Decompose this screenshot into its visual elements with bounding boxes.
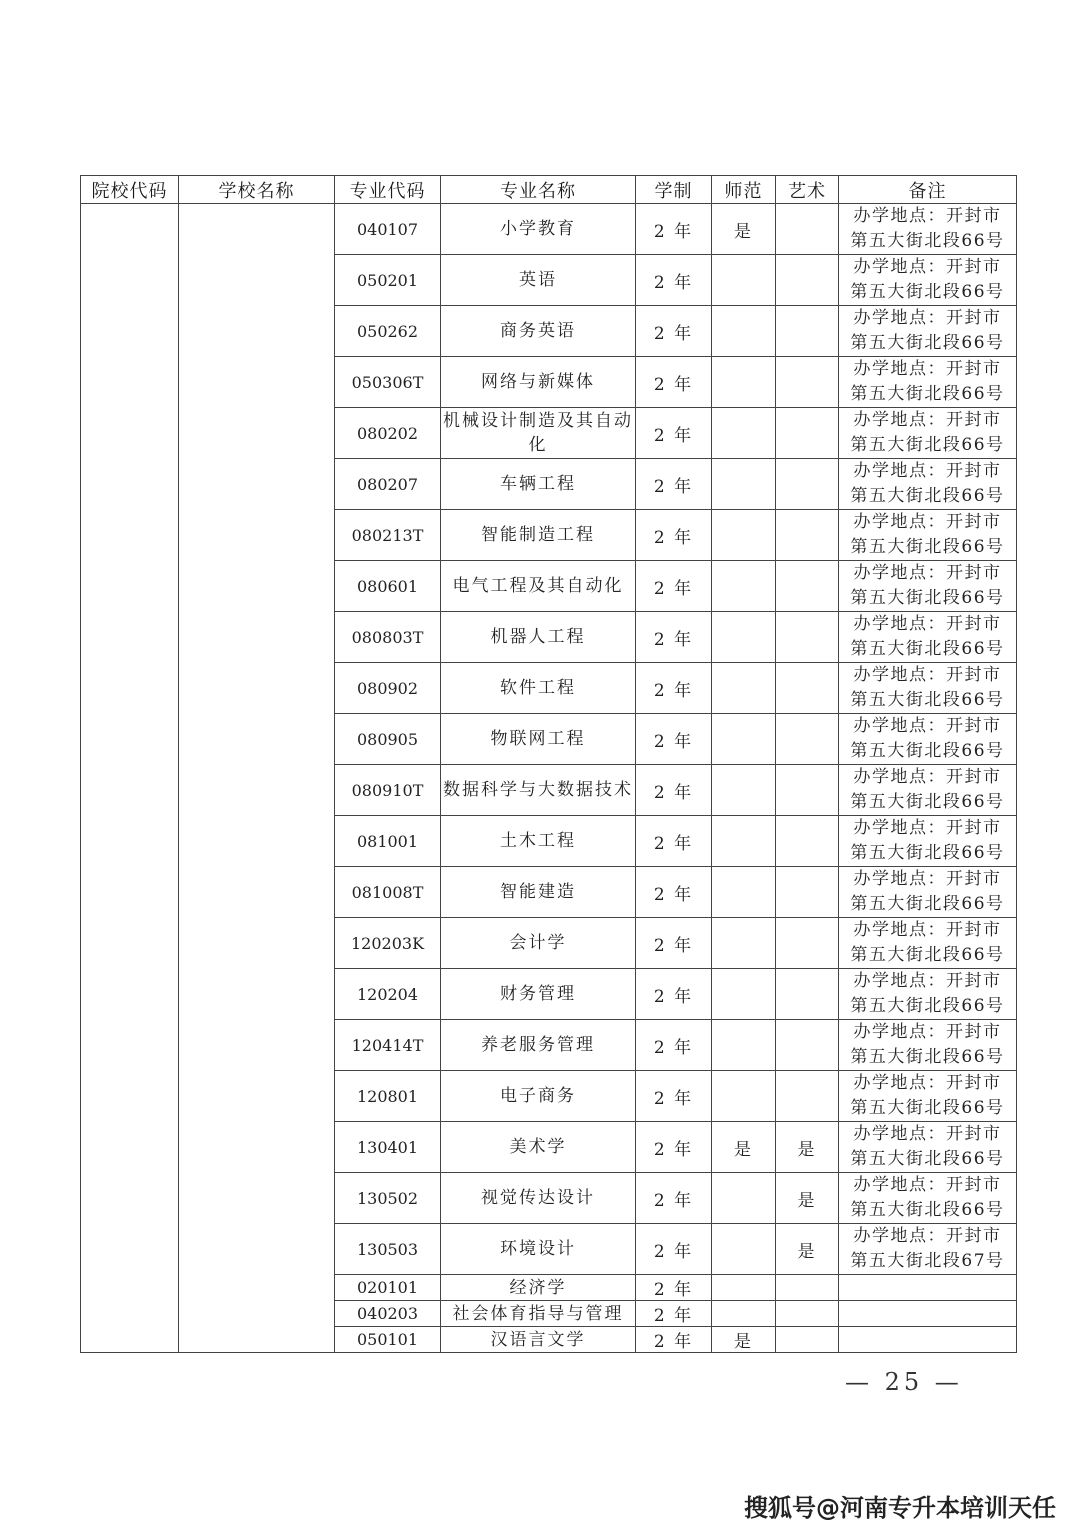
- note-cell: [839, 1122, 1017, 1173]
- art-flag-cell: [776, 918, 839, 969]
- normal-flag-cell: [712, 1020, 776, 1071]
- duration-cell: 2 年: [636, 1327, 712, 1353]
- note-cell: [839, 663, 1017, 714]
- major-code-cell: 120204: [335, 969, 441, 1020]
- note-line: 办学地点：开封市: [853, 767, 1002, 787]
- art-flag-cell: [776, 969, 839, 1020]
- header-duration: 学制: [636, 176, 712, 204]
- note-cell: [839, 1275, 1017, 1301]
- note-line: 第五大街北段66号: [850, 588, 1005, 608]
- duration-cell: 2 年: [636, 1122, 712, 1173]
- normal-flag-cell: [712, 918, 776, 969]
- note-line: 第五大街北段66号: [850, 1047, 1005, 1067]
- note-line: 办学地点：开封市: [853, 1175, 1002, 1195]
- note-line: 办学地点：开封市: [853, 869, 1002, 889]
- major-code-cell: 120414T: [335, 1020, 441, 1071]
- note-line: 办学地点：开封市: [853, 614, 1002, 634]
- note-line: 办学地点：开封市: [853, 1124, 1002, 1144]
- duration-cell: 2 年: [636, 1224, 712, 1275]
- note-cell: [839, 204, 1017, 255]
- note-line: 办学地点：开封市: [853, 206, 1002, 226]
- note-cell: [839, 357, 1017, 408]
- normal-flag-cell: [712, 357, 776, 408]
- art-flag-cell: [776, 1327, 839, 1353]
- major-code-cell: 020101: [335, 1275, 441, 1301]
- note-line: 第五大街北段66号: [850, 486, 1005, 506]
- duration-cell: 2 年: [636, 408, 712, 459]
- major-code-cell: 130502: [335, 1173, 441, 1224]
- art-flag-cell: [776, 357, 839, 408]
- art-flag-cell: [776, 765, 839, 816]
- note-line: 办学地点：开封市: [853, 410, 1002, 430]
- normal-flag-cell: [712, 459, 776, 510]
- normal-flag-cell: [712, 306, 776, 357]
- note-line: 办学地点：开封市: [853, 818, 1002, 838]
- major-code-cell: 050201: [335, 255, 441, 306]
- major-code-cell: 080202: [335, 408, 441, 459]
- normal-flag-cell: [712, 663, 776, 714]
- note-cell: [839, 1020, 1017, 1071]
- major-name-cell: 小学教育: [441, 204, 636, 255]
- note-cell: [839, 561, 1017, 612]
- major-code-cell: 080207: [335, 459, 441, 510]
- major-code-cell: 120203K: [335, 918, 441, 969]
- major-code-cell: 130401: [335, 1122, 441, 1173]
- school-name-cell: [179, 204, 335, 1353]
- header-school-code: 院校代码: [81, 176, 179, 204]
- major-name-cell: 数据科学与大数据技术: [441, 765, 636, 816]
- major-name-cell: 社会体育指导与管理: [441, 1301, 636, 1327]
- major-name-cell: 环境设计: [441, 1224, 636, 1275]
- duration-cell: 2 年: [636, 612, 712, 663]
- note-cell: [839, 969, 1017, 1020]
- major-code-cell: 080213T: [335, 510, 441, 561]
- major-code-cell: 080910T: [335, 765, 441, 816]
- major-name-cell: 机器人工程: [441, 612, 636, 663]
- major-name-cell: 美术学: [441, 1122, 636, 1173]
- note-line: 办学地点：开封市: [853, 665, 1002, 685]
- note-cell: [839, 867, 1017, 918]
- note-line: 第五大街北段66号: [850, 843, 1005, 863]
- note-line: 办学地点：开封市: [853, 716, 1002, 736]
- duration-cell: 2 年: [636, 663, 712, 714]
- header-note: 备注: [839, 176, 1017, 204]
- note-line: 办学地点：开封市: [853, 920, 1002, 940]
- art-flag-cell: [776, 612, 839, 663]
- normal-flag-cell: [712, 816, 776, 867]
- note-line: 第五大街北段66号: [850, 1149, 1005, 1169]
- note-cell: [839, 1173, 1017, 1224]
- duration-cell: 2 年: [636, 510, 712, 561]
- note-line: 办学地点：开封市: [853, 563, 1002, 583]
- note-cell: [839, 408, 1017, 459]
- note-line: 办学地点：开封市: [853, 257, 1002, 277]
- major-code-cell: 080803T: [335, 612, 441, 663]
- note-cell: [839, 714, 1017, 765]
- duration-cell: 2 年: [636, 255, 712, 306]
- art-flag-cell: 是: [776, 1122, 839, 1173]
- duration-cell: 2 年: [636, 459, 712, 510]
- note-line: 第五大街北段66号: [850, 996, 1005, 1016]
- note-line: 第五大街北段66号: [850, 333, 1005, 353]
- note-line: 第五大街北段66号: [850, 690, 1005, 710]
- normal-flag-cell: [712, 1071, 776, 1122]
- duration-cell: 2 年: [636, 1173, 712, 1224]
- major-code-cell: 120801: [335, 1071, 441, 1122]
- note-line: 第五大街北段66号: [850, 282, 1005, 302]
- header-art: 艺术: [776, 176, 839, 204]
- duration-cell: 2 年: [636, 204, 712, 255]
- normal-flag-cell: [712, 510, 776, 561]
- header-major-name: 专业名称: [441, 176, 636, 204]
- note-cell: [839, 1224, 1017, 1275]
- note-line: 办学地点：开封市: [853, 1073, 1002, 1093]
- note-line: 办学地点：开封市: [853, 308, 1002, 328]
- major-code-cell: 081001: [335, 816, 441, 867]
- page-number: — 25 —: [845, 1368, 963, 1396]
- note-line: 办学地点：开封市: [853, 1022, 1002, 1042]
- normal-flag-cell: [712, 765, 776, 816]
- note-cell: [839, 1071, 1017, 1122]
- major-code-cell: 040203: [335, 1301, 441, 1327]
- note-cell: [839, 816, 1017, 867]
- major-name-cell: 物联网工程: [441, 714, 636, 765]
- header-school-name: 学校名称: [179, 176, 335, 204]
- note-line: 第五大街北段66号: [850, 537, 1005, 557]
- duration-cell: 2 年: [636, 714, 712, 765]
- school-code-cell: [81, 204, 179, 1353]
- art-flag-cell: [776, 816, 839, 867]
- major-name-cell: 智能建造: [441, 867, 636, 918]
- note-cell: [839, 1327, 1017, 1353]
- note-cell: [839, 255, 1017, 306]
- major-name-cell: 视觉传达设计: [441, 1173, 636, 1224]
- note-line: 第五大街北段66号: [850, 792, 1005, 812]
- note-cell: [839, 612, 1017, 663]
- table-body: [81, 204, 1017, 1353]
- major-name-cell: 英语: [441, 255, 636, 306]
- normal-flag-cell: [712, 408, 776, 459]
- major-code-cell: 050101: [335, 1327, 441, 1353]
- art-flag-cell: [776, 714, 839, 765]
- art-flag-cell: [776, 306, 839, 357]
- major-code-cell: 080902: [335, 663, 441, 714]
- art-flag-cell: [776, 255, 839, 306]
- note-cell: [839, 510, 1017, 561]
- art-flag-cell: 是: [776, 1224, 839, 1275]
- note-cell: [839, 1301, 1017, 1327]
- art-flag-cell: [776, 867, 839, 918]
- major-name-cell: 机械设计制造及其自动化: [441, 408, 636, 459]
- major-name-cell: 车辆工程: [441, 459, 636, 510]
- major-code-cell: 081008T: [335, 867, 441, 918]
- art-flag-cell: [776, 663, 839, 714]
- normal-flag-cell: [712, 1301, 776, 1327]
- normal-flag-cell: [712, 867, 776, 918]
- major-name-cell: 汉语言文学: [441, 1327, 636, 1353]
- normal-flag-cell: 是: [712, 1327, 776, 1353]
- table-row: [81, 204, 1017, 255]
- major-name-cell: 网络与新媒体: [441, 357, 636, 408]
- duration-cell: 2 年: [636, 765, 712, 816]
- note-line: 第五大街北段67号: [850, 1251, 1005, 1271]
- duration-cell: 2 年: [636, 357, 712, 408]
- note-line: 办学地点：开封市: [853, 359, 1002, 379]
- major-name-cell: 财务管理: [441, 969, 636, 1020]
- note-cell: [839, 765, 1017, 816]
- major-code-cell: 130503: [335, 1224, 441, 1275]
- normal-flag-cell: [712, 1275, 776, 1301]
- normal-flag-cell: 是: [712, 204, 776, 255]
- note-line: 办学地点：开封市: [853, 971, 1002, 991]
- duration-cell: 2 年: [636, 1275, 712, 1301]
- watermark: 搜狐号@河南专升本培训天任: [744, 1494, 1056, 1522]
- normal-flag-cell: [712, 561, 776, 612]
- duration-cell: 2 年: [636, 918, 712, 969]
- normal-flag-cell: [712, 1173, 776, 1224]
- art-flag-cell: [776, 510, 839, 561]
- note-cell: [839, 459, 1017, 510]
- art-flag-cell: [776, 1275, 839, 1301]
- duration-cell: 2 年: [636, 1301, 712, 1327]
- duration-cell: 2 年: [636, 561, 712, 612]
- major-name-cell: 商务英语: [441, 306, 636, 357]
- majors-table: [80, 175, 1017, 1353]
- major-name-cell: 电气工程及其自动化: [441, 561, 636, 612]
- art-flag-cell: [776, 204, 839, 255]
- note-line: 第五大街北段66号: [850, 639, 1005, 659]
- duration-cell: 2 年: [636, 306, 712, 357]
- art-flag-cell: 是: [776, 1173, 839, 1224]
- art-flag-cell: [776, 1301, 839, 1327]
- note-line: 办学地点：开封市: [853, 461, 1002, 481]
- duration-cell: 2 年: [636, 969, 712, 1020]
- art-flag-cell: [776, 1020, 839, 1071]
- major-name-cell: 软件工程: [441, 663, 636, 714]
- normal-flag-cell: [712, 255, 776, 306]
- art-flag-cell: [776, 459, 839, 510]
- header-normal: 师范: [712, 176, 776, 204]
- major-code-cell: 080601: [335, 561, 441, 612]
- art-flag-cell: [776, 561, 839, 612]
- major-code-cell: 080905: [335, 714, 441, 765]
- major-name-cell: 养老服务管理: [441, 1020, 636, 1071]
- normal-flag-cell: [712, 1224, 776, 1275]
- note-line: 办学地点：开封市: [853, 1226, 1002, 1246]
- duration-cell: 2 年: [636, 1020, 712, 1071]
- normal-flag-cell: [712, 612, 776, 663]
- normal-flag-cell: 是: [712, 1122, 776, 1173]
- note-line: 第五大街北段66号: [850, 231, 1005, 251]
- note-line: 第五大街北段66号: [850, 1200, 1005, 1220]
- note-line: 第五大街北段66号: [850, 384, 1005, 404]
- major-name-cell: 土木工程: [441, 816, 636, 867]
- note-line: 办学地点：开封市: [853, 512, 1002, 532]
- table-header-row: [81, 176, 1017, 204]
- art-flag-cell: [776, 1071, 839, 1122]
- major-code-cell: 050306T: [335, 357, 441, 408]
- duration-cell: 2 年: [636, 867, 712, 918]
- note-line: 第五大街北段66号: [850, 741, 1005, 761]
- duration-cell: 2 年: [636, 1071, 712, 1122]
- major-name-cell: 经济学: [441, 1275, 636, 1301]
- note-line: 第五大街北段66号: [850, 435, 1005, 455]
- normal-flag-cell: [712, 714, 776, 765]
- note-line: 第五大街北段66号: [850, 945, 1005, 965]
- art-flag-cell: [776, 408, 839, 459]
- normal-flag-cell: [712, 969, 776, 1020]
- duration-cell: 2 年: [636, 816, 712, 867]
- major-code-cell: 050262: [335, 306, 441, 357]
- major-name-cell: 会计学: [441, 918, 636, 969]
- note-line: 第五大街北段66号: [850, 894, 1005, 914]
- note-line: 第五大街北段66号: [850, 1098, 1005, 1118]
- major-name-cell: 电子商务: [441, 1071, 636, 1122]
- note-cell: [839, 306, 1017, 357]
- major-name-cell: 智能制造工程: [441, 510, 636, 561]
- note-cell: [839, 918, 1017, 969]
- major-code-cell: 040107: [335, 204, 441, 255]
- header-major-code: 专业代码: [335, 176, 441, 204]
